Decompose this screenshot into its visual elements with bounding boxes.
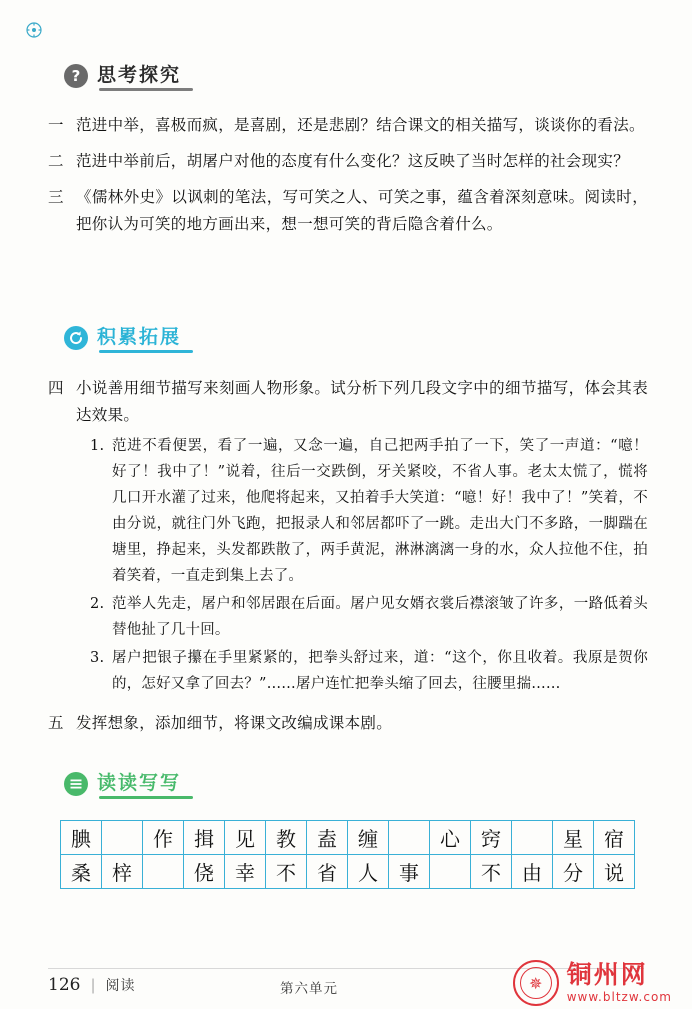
grid-cell: 由 <box>511 854 553 889</box>
grid-cell: 见 <box>224 820 266 855</box>
grid-cell <box>511 820 553 855</box>
seal-icon <box>513 960 559 1006</box>
section-title-expand: 积累拓展 <box>97 326 182 348</box>
grid-cell: 缠 <box>347 820 389 855</box>
item-number: 四 <box>48 379 64 397</box>
page-footer <box>48 975 136 995</box>
list-item <box>48 710 648 737</box>
footer-section-label: 阅读 <box>105 978 136 994</box>
grid-cell: 幸 <box>224 854 266 889</box>
grid-cell: 省 <box>306 854 348 889</box>
item-text: 《儒林外史》以讽刺的笔法，写可笑之人、可笑之事，蕴含着深刻意味。阅读时，把你认为可笑的地方画出来，想一想可笑的背后隐含着什么。 <box>76 188 648 233</box>
list-item <box>90 433 648 589</box>
item-text: 发挥想象，添加细节，将课文改编成课本剧。 <box>76 714 393 732</box>
grid-cell: 作 <box>142 820 184 855</box>
grid-cell: 分 <box>552 854 594 889</box>
refresh-icon <box>64 326 88 350</box>
list-item <box>48 148 648 175</box>
grid-cell: 星 <box>552 820 594 855</box>
section-heading-expand <box>64 322 181 353</box>
example-number: 1. <box>90 438 105 454</box>
grid-row <box>60 820 634 854</box>
list-item <box>48 112 648 139</box>
grid-cell <box>101 820 143 855</box>
section-title-read: 读读写写 <box>97 772 182 794</box>
grid-cell: 盍 <box>306 820 348 855</box>
item-number: 五 <box>48 714 64 732</box>
grid-cell: 事 <box>388 854 430 889</box>
footer-unit-label: 第六单元 <box>280 981 338 997</box>
seal-glyph: ✵ <box>520 967 552 999</box>
example-text: 屠户把银子攥在手里紧紧的，把拳头舒过来，道：“这个，你且收着。我原是贺你的，怎好又拿了回去？”……屠户连忙把拳头缩了回去，往腰里揣…… <box>112 650 648 692</box>
example-number: 3. <box>90 650 105 666</box>
item-number: 三 <box>48 188 64 206</box>
example-text: 范举人先走，屠户和邻居跟在后面。屠户见女婿衣裳后襟滚皱了许多，一路低着头替他扯了几十回。 <box>112 596 648 638</box>
example-number: 2. <box>90 596 105 612</box>
grid-cell: 心 <box>429 820 471 855</box>
footer-separator: | <box>90 976 96 994</box>
example-text: 范进不看便罢，看了一遍，又念一遍，自己把两手拍了一下，笑了一声道：“噫！好了！我中了！”说着，往后一交跌倒，牙关紧咬，不省人事。老太太慌了，慌将几口开水灌了过来，他爬将起来，又拍着手大笑道：“噫！好！我中了！”笑着，不由分说，就往门外飞跑，把报录人和邻居都吓了一跳。走出大门不多路，一脚踹在塘里，挣起来，头发都跌散了，两手黄泥，淋淋漓漓一身的水，众人拉他不住，拍着笑着，一直走到集上去了。 <box>112 438 648 584</box>
grid-cell <box>142 854 184 889</box>
grid-cell: 腆 <box>60 820 102 855</box>
grid-cell: 说 <box>593 854 635 889</box>
example-list <box>90 433 648 697</box>
lines-icon <box>64 772 88 796</box>
item-number: 一 <box>48 116 64 134</box>
heading-underline <box>99 796 193 799</box>
grid-cell: 宿 <box>593 820 635 855</box>
question-list-think <box>48 112 648 247</box>
grid-cell: 桑 <box>60 854 102 889</box>
list-item <box>48 184 648 238</box>
grid-cell: 梓 <box>101 854 143 889</box>
item-text: 范进中举，喜极而疯，是喜剧，还是悲剧？结合课文的相关描写，谈谈你的看法。 <box>76 116 645 134</box>
grid-cell <box>388 820 430 855</box>
grid-cell: 揖 <box>183 820 225 855</box>
heading-underline <box>99 88 193 91</box>
grid-cell: 不 <box>265 854 307 889</box>
character-grid <box>60 820 634 888</box>
asterisk-icon <box>26 22 42 38</box>
grid-cell <box>429 854 471 889</box>
watermark-url: www.bltzw.com <box>566 990 672 1004</box>
question-list-expand <box>48 375 648 746</box>
grid-row <box>60 854 634 888</box>
page-number: 126 <box>48 975 81 995</box>
question-mark-icon: ? <box>64 64 88 88</box>
grid-cell: 窍 <box>470 820 512 855</box>
item-text: 范进中举前后，胡屠户对他的态度有什么变化？这反映了当时怎样的社会现实？ <box>76 152 630 170</box>
list-item <box>48 375 648 701</box>
section-heading-read <box>64 768 181 799</box>
item-text: 小说善用细节描写来刻画人物形象。试分析下列几段文字中的细节描写，体会其表达效果。 <box>76 379 648 424</box>
grid-cell: 不 <box>470 854 512 889</box>
heading-underline <box>99 350 193 353</box>
watermark-name: 铜州网 <box>566 960 648 989</box>
section-title-think: 思考探究 <box>97 64 182 86</box>
watermark <box>513 960 672 1006</box>
grid-cell: 侥 <box>183 854 225 889</box>
list-item <box>90 645 648 697</box>
section-heading-think <box>64 60 181 91</box>
grid-cell: 教 <box>265 820 307 855</box>
grid-cell: 人 <box>347 854 389 889</box>
list-item <box>90 591 648 643</box>
item-number: 二 <box>48 152 64 170</box>
